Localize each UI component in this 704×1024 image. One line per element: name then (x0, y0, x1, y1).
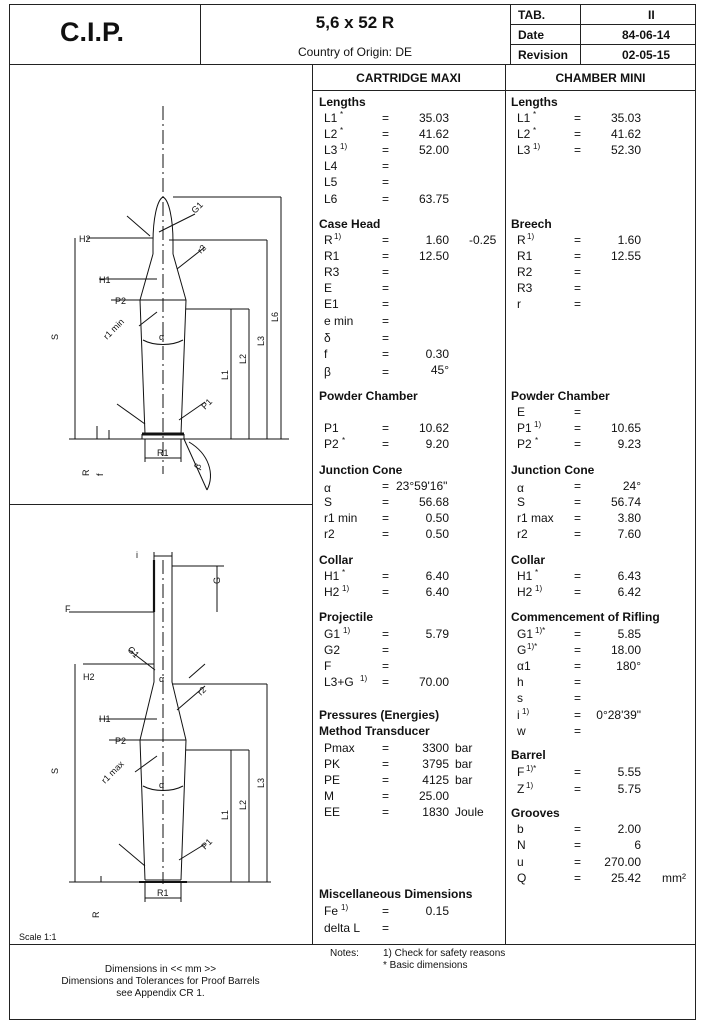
section-title: Collar (511, 553, 546, 567)
section-title: Breech (511, 217, 552, 231)
cartridge-drawing (9, 64, 312, 504)
svg-text:H1: H1 (99, 714, 111, 724)
svg-text:G: G (212, 576, 222, 584)
svg-text:L6: L6 (270, 311, 280, 322)
cartridge-name: 5,6 x 52 R (315, 13, 395, 32)
date-label: Date (518, 28, 545, 42)
misc-title: Miscellaneous Dimensions (319, 887, 473, 901)
tab-label: TAB. (518, 8, 546, 22)
svg-text:α: α (159, 780, 165, 790)
section-title: Commencement of Rifling (511, 610, 660, 624)
method-title: Method Transducer (319, 724, 430, 738)
svg-text:S: S (50, 767, 60, 774)
svg-text:r1 max: r1 max (99, 758, 126, 786)
svg-text:P1: P1 (199, 396, 215, 412)
svg-text:R: R (81, 469, 91, 476)
svg-text:L2: L2 (238, 799, 248, 810)
revision-label: Revision (518, 48, 569, 62)
section-title: Junction Cone (511, 463, 595, 477)
notes-label: Notes: (330, 948, 359, 959)
svg-text:P2: P2 (115, 736, 127, 746)
svg-text:r1 min: r1 min (101, 316, 127, 342)
section-title: Grooves (511, 806, 560, 820)
svg-text:r2: r2 (195, 242, 209, 256)
svg-text:L3: L3 (256, 335, 266, 346)
revision-value: 02-05-15 (622, 48, 671, 62)
svg-text:β: β (192, 461, 204, 471)
appendix-reference: see Appendix CR 1. (116, 988, 205, 999)
svg-text:R: R (91, 911, 101, 918)
scale-label: Scale 1:1 (19, 932, 57, 942)
svg-text:R1: R1 (157, 888, 169, 898)
section-title: Case Head (319, 217, 381, 231)
date-value: 84-06-14 (622, 28, 671, 42)
tab-value: II (648, 8, 655, 22)
note-basic: * Basic dimensions (383, 960, 468, 971)
svg-text:S: S (50, 333, 60, 340)
chamber-drawing (9, 504, 312, 944)
svg-text:R1: R1 (157, 448, 169, 458)
section-title: Lengths (511, 95, 558, 109)
svg-text:α: α (159, 332, 165, 342)
svg-text:H1: H1 (99, 275, 111, 285)
section-title: Powder Chamber (511, 389, 610, 403)
cartridge-maxi-title: CARTRIDGE MAXI (356, 71, 461, 85)
svg-text:α: α (159, 674, 165, 684)
section-title: Powder Chamber (319, 389, 418, 403)
svg-text:H2: H2 (79, 234, 91, 244)
svg-text:f: f (95, 473, 105, 476)
section-title: Projectile (319, 610, 374, 624)
svg-text:r2: r2 (195, 684, 209, 698)
svg-text:i: i (136, 550, 138, 560)
dimensions-tolerances: Dimensions and Tolerances for Proof Barrels (61, 976, 260, 987)
section-title: Collar (319, 553, 354, 567)
pressures-title: Pressures (Energies) (319, 708, 440, 722)
svg-text:L2: L2 (238, 353, 248, 364)
svg-text:P1: P1 (199, 836, 215, 852)
svg-text:F: F (65, 604, 71, 614)
section-title: Barrel (511, 748, 546, 762)
svg-text:L3: L3 (256, 777, 266, 788)
org-title: C.I.P. (60, 17, 125, 47)
svg-text:L1: L1 (220, 369, 230, 380)
svg-text:G1: G1 (189, 199, 205, 216)
svg-text:H2: H2 (83, 672, 95, 682)
section-title: Junction Cone (319, 463, 403, 477)
dimensions-unit: Dimensions in << mm >> (104, 964, 217, 975)
note-safety: 1) Check for safety reasons (383, 948, 506, 959)
section-title: Lengths (319, 95, 366, 109)
country-of-origin: Country of Origin: DE (297, 45, 413, 59)
svg-text:G1: G1 (125, 644, 142, 660)
svg-text:P2: P2 (115, 296, 127, 306)
svg-text:L1: L1 (220, 809, 230, 820)
chamber-mini-title: CHAMBER MINI (555, 71, 646, 85)
